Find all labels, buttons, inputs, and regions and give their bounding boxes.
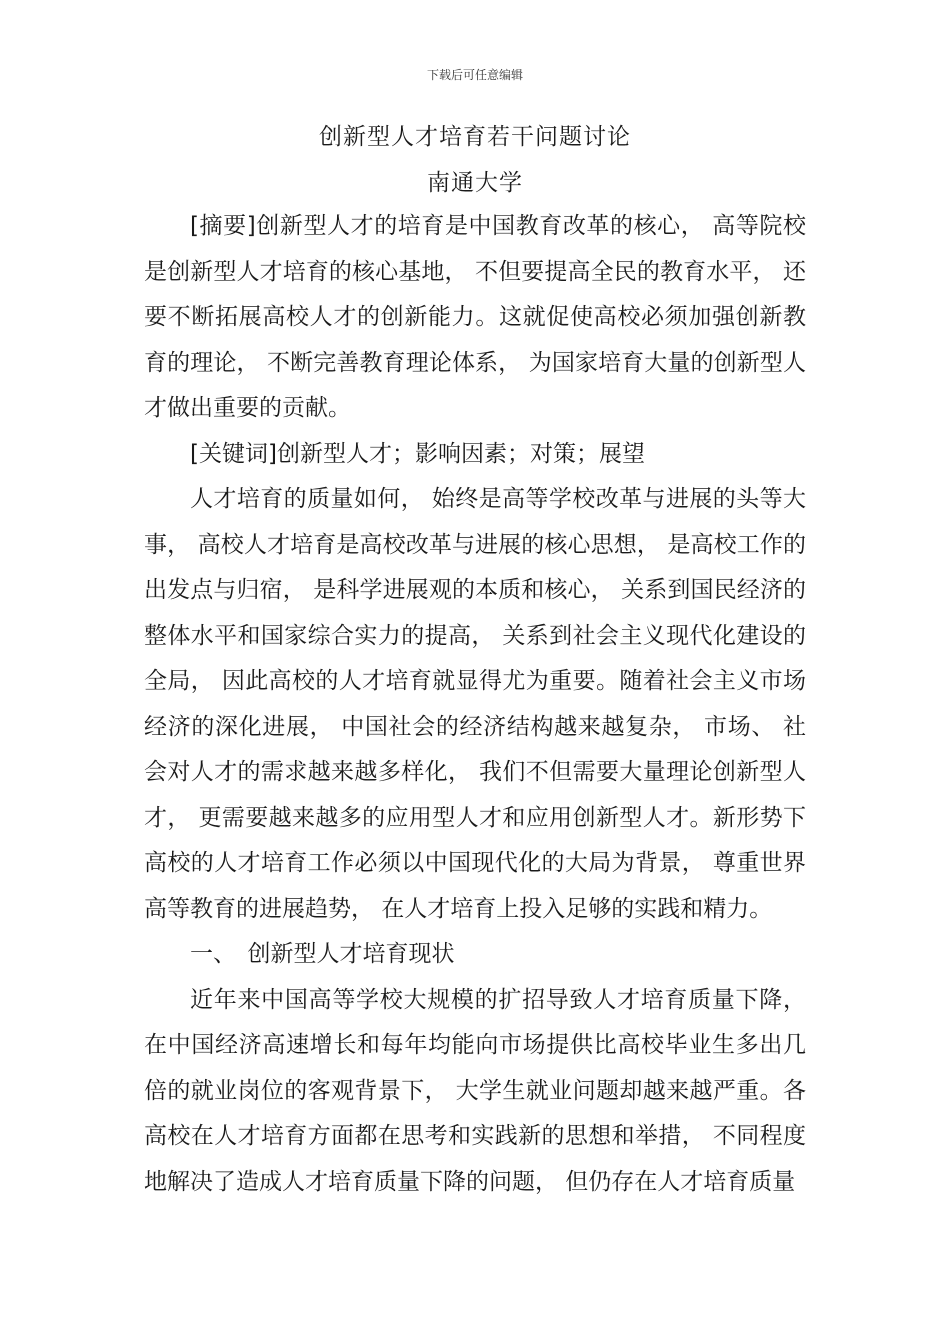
author-affiliation: 南通大学	[427, 170, 523, 196]
section-heading: 一、 创新型人才培育现状	[190, 941, 455, 967]
abstract-paragraph: [摘要]创新型人才的培育是中国教育改革的核心， 高等院校是创新型人才培育的核心基地， 不但要提高全民的教育水平， 还要不断拓展高校人才的创新能力。这就促使高校必须加强创新教育的理论， 不断完善教育理论体系， 为国家培育大量的创新型人才做出重要的贡献。	[144, 213, 806, 421]
keywords-paragraph: [关键词]创新型人才；影响因素；对策；展望	[190, 440, 645, 467]
document-body	[144, 204, 806, 1205]
intro-paragraph: 人才培育的质量如何， 始终是高等学校改革与进展的头等大事， 高校人才培育是高校改革与进展的核心思想， 是高校工作的出发点与归宿， 是科学进展观的本质和核心， 关系到国民经济的整体水平和国家综合实力的提高， 关系到社会主义现代化建设的全局， 因此高校的人才培育就显得尤为重要。随着社会主义市场经济的深化进展， 中国社会的经济结构越来越复杂， 市场、 社会对人才的需求越来越多样化， 我们不但需要大量理论创新型人才， 更需要越来越多的应用型人才和应用创新型人才。新形势下高校的人才培育工作必须以中国现代化的大局为背景， 尊重世界高等教育的进展趋势， 在人才培育上投入足够的实践和精力。	[144, 486, 806, 922]
document-title: 创新型人才培育若干问题讨论	[319, 124, 631, 150]
section-paragraph: 近年来中国高等学校大规模的扩招导致人才培育质量下降， 在中国经济高速增长和每年均能向市场提供比高校毕业生多出几倍的就业岗位的客观背景下， 大学生就业问题却越来越严重。各高校在人才培育方面都在思考和实践新的思想和举措， 不同程度地解决了造成人才培育质量下降的问题， 但仍存在人才培育质量	[144, 986, 806, 1195]
header-note: 下载后可任意编辑	[426, 68, 523, 82]
